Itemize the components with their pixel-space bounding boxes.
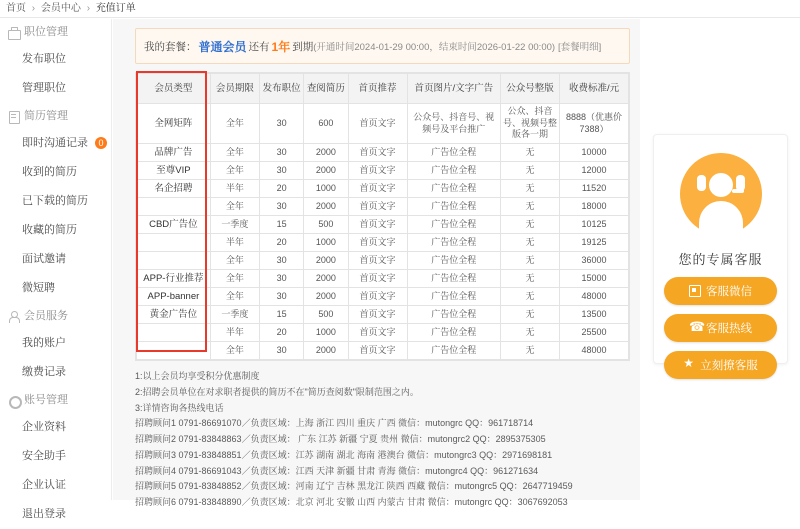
sidebar-item-label: 发布职位 bbox=[22, 53, 66, 65]
note-line: 招聘顾问6 0791-83848890／负责区域：北京 河北 安徽 山西 内蒙古 甘肃 微信：mutongrc QQ：3067692053 bbox=[135, 497, 568, 508]
cell-jobs: 15 bbox=[259, 306, 303, 324]
cell-category: APP-行业推荐 bbox=[137, 270, 211, 288]
note-line: 招聘顾问1 0791-86691070／负责区域：上海 浙江 四川 重庆 广西 微信：mutongrc QQ：961718714 bbox=[135, 418, 534, 429]
cell-price: 48000 bbox=[560, 342, 629, 360]
cell-recommend: 首页文字 bbox=[348, 252, 407, 270]
cell-category: 全网矩阵 bbox=[137, 104, 211, 144]
sidebar-item-logout[interactable] bbox=[0, 500, 111, 529]
cell-period: 全年 bbox=[210, 270, 259, 288]
cell-period: 一季度 bbox=[210, 306, 259, 324]
cell-ads: 广告位全程 bbox=[407, 342, 500, 360]
gear-icon bbox=[8, 395, 19, 406]
cell-ads: 广告位全程 bbox=[407, 180, 500, 198]
cell-ads: 广告位全程 bbox=[407, 216, 500, 234]
plan-name: 普通会员 bbox=[198, 39, 247, 54]
table-row bbox=[137, 288, 629, 306]
sidebar-group-label-jobs: 职位管理 bbox=[24, 26, 68, 38]
avatar-head bbox=[709, 173, 733, 197]
plan-prefix-label: 我的套餐： bbox=[144, 40, 197, 53]
cell-price: 13500 bbox=[560, 306, 629, 324]
col-view-resumes: 查阅简历 bbox=[304, 74, 348, 104]
notes-block bbox=[135, 369, 630, 511]
cell-period: 全年 bbox=[210, 144, 259, 162]
cell-price: 36000 bbox=[560, 252, 629, 270]
cell-jobs: 30 bbox=[259, 104, 303, 144]
table-row bbox=[137, 270, 629, 288]
headset-mic bbox=[732, 189, 744, 193]
cell-period: 全年 bbox=[210, 162, 259, 180]
cell-resumes: 1000 bbox=[304, 324, 348, 342]
table-row bbox=[137, 104, 629, 144]
cell-ads: 广告位全程 bbox=[407, 162, 500, 180]
pricing-table-wrap bbox=[135, 72, 630, 361]
cell-price: 48000 bbox=[560, 288, 629, 306]
wechat-service-button[interactable] bbox=[664, 277, 777, 305]
cell-recommend: 首页文字 bbox=[348, 180, 407, 198]
sidebar-item-company-profile[interactable] bbox=[0, 413, 111, 442]
cell-category: 品牌广告 bbox=[137, 144, 211, 162]
main-content bbox=[113, 19, 640, 508]
cell-recommend: 首页文字 bbox=[348, 216, 407, 234]
hotline-button[interactable] bbox=[664, 314, 777, 342]
breadcrumb bbox=[0, 0, 800, 18]
cell-ads: 广告位全程 bbox=[407, 252, 500, 270]
cell-wechat: 无 bbox=[501, 144, 560, 162]
cell-wechat: 无 bbox=[501, 306, 560, 324]
table-row bbox=[137, 234, 629, 252]
sidebar-item-downloaded-resumes[interactable] bbox=[0, 187, 111, 216]
sidebar-item-label: 安全助手 bbox=[22, 450, 66, 462]
sidebar-item-label: 我的账户 bbox=[22, 337, 66, 349]
sidebar-group-jobs bbox=[0, 19, 111, 45]
plan-still-label: 还有 bbox=[248, 40, 270, 53]
note-line: 招聘顾问4 0791-86691043／负责区域：江西 天津 新疆 甘肃 青海 微信：mutongrc4 QQ：961271634 bbox=[135, 465, 539, 476]
cell-jobs: 15 bbox=[259, 216, 303, 234]
sidebar-group-resumes bbox=[0, 103, 111, 129]
breadcrumb-item-home[interactable]: 首页 bbox=[6, 3, 26, 14]
cell-price: 8888（优惠价7388） bbox=[560, 104, 629, 144]
cell-ads: 广告位全程 bbox=[407, 198, 500, 216]
cell-period: 半年 bbox=[210, 180, 259, 198]
plan-detail-link[interactable]: [套餐明细] bbox=[558, 42, 602, 53]
sidebar-item-post-job[interactable] bbox=[0, 45, 111, 74]
cell-wechat: 无 bbox=[501, 252, 560, 270]
table-row bbox=[137, 324, 629, 342]
col-wechat-full: 公众号整版 bbox=[501, 74, 560, 104]
sidebar-item-label: 企业资料 bbox=[22, 421, 66, 433]
sidebar-group-account bbox=[0, 387, 111, 413]
breadcrumb-separator-2: › bbox=[86, 3, 91, 14]
cell-price: 15000 bbox=[560, 270, 629, 288]
cell-recommend: 首页文字 bbox=[348, 288, 407, 306]
chat-service-button[interactable] bbox=[664, 351, 777, 379]
status-badge: 0 bbox=[95, 137, 107, 149]
cell-wechat: 无 bbox=[501, 198, 560, 216]
cell-resumes: 2000 bbox=[304, 288, 348, 306]
cell-recommend: 首页文字 bbox=[348, 104, 407, 144]
sidebar-item-micro-hire[interactable] bbox=[0, 274, 111, 303]
sidebar-item-label: 微短聘 bbox=[22, 282, 55, 294]
sidebar-item-label: 即时沟通记录 bbox=[22, 137, 88, 149]
service-title: 您的专属客服 bbox=[678, 252, 763, 267]
document-icon bbox=[8, 111, 19, 122]
cell-period: 一季度 bbox=[210, 216, 259, 234]
sidebar-item-label: 企业认证 bbox=[22, 479, 66, 491]
cell-recommend: 首页文字 bbox=[348, 198, 407, 216]
note-line: 2:招聘会员单位在对求职者提供的简历不在"简历查阅数"限制范围之内。 bbox=[135, 386, 419, 397]
cell-jobs: 30 bbox=[259, 162, 303, 180]
cell-category: 名企招聘 bbox=[137, 180, 211, 198]
cell-resumes: 2000 bbox=[304, 162, 348, 180]
qr-code-icon bbox=[689, 285, 701, 297]
cell-ads: 广告位全程 bbox=[407, 270, 500, 288]
sidebar-item-my-account[interactable] bbox=[0, 329, 111, 358]
cell-jobs: 30 bbox=[259, 288, 303, 306]
headset-ear-left bbox=[697, 175, 706, 191]
cell-ads: 广告位全程 bbox=[407, 288, 500, 306]
sidebar-item-security-assistant[interactable] bbox=[0, 442, 111, 471]
sidebar bbox=[0, 19, 112, 520]
pricing-table-body bbox=[137, 104, 629, 360]
cell-price: 10125 bbox=[560, 216, 629, 234]
cell-recommend: 首页文字 bbox=[348, 144, 407, 162]
cell-ads: 广告位全程 bbox=[407, 144, 500, 162]
table-row bbox=[137, 180, 629, 198]
cell-jobs: 30 bbox=[259, 342, 303, 360]
service-buttons bbox=[654, 277, 787, 379]
cell-jobs: 20 bbox=[259, 180, 303, 198]
cell-period: 全年 bbox=[210, 252, 259, 270]
cell-resumes: 1000 bbox=[304, 234, 348, 252]
cell-price: 11520 bbox=[560, 180, 629, 198]
cell-period: 半年 bbox=[210, 324, 259, 342]
chat-service-label: 立刻撩客服 bbox=[700, 360, 758, 372]
cell-recommend: 首页文字 bbox=[348, 234, 407, 252]
cell-jobs: 30 bbox=[259, 198, 303, 216]
cell-price: 18000 bbox=[560, 198, 629, 216]
note-line: 招聘顾问3 0791-83848851／负责区域：江苏 湖南 湖北 海南 港澳台 微信：mutongrc3 QQ：2971698181 bbox=[135, 449, 553, 460]
customer-service-avatar-icon bbox=[680, 153, 762, 235]
note-line: 3:详情咨询各热线电话 bbox=[135, 402, 224, 413]
cell-ads: 广告位全程 bbox=[407, 324, 500, 342]
cell-resumes: 500 bbox=[304, 306, 348, 324]
avatar-body bbox=[699, 201, 743, 235]
sidebar-item-label: 收到的简历 bbox=[22, 166, 77, 178]
cell-period: 全年 bbox=[210, 288, 259, 306]
sidebar-group-label-account: 账号管理 bbox=[24, 394, 68, 406]
cell-ads: 公众号、抖音号、视频号及平台推广 bbox=[407, 104, 500, 144]
cell-ads: 广告位全程 bbox=[407, 234, 500, 252]
sidebar-item-company-verification[interactable] bbox=[0, 471, 111, 500]
sidebar-item-manage-jobs[interactable] bbox=[0, 74, 111, 103]
cell-category: 黄金广告位 bbox=[137, 306, 211, 324]
col-member-type: 会员类型 bbox=[137, 74, 211, 104]
cell-period: 全年 bbox=[210, 198, 259, 216]
cell-period: 全年 bbox=[210, 342, 259, 360]
sidebar-item-received-resumes[interactable] bbox=[0, 158, 111, 187]
cell-wechat: 公众、抖音号、视频号整版各一期 bbox=[501, 104, 560, 144]
cell-period: 全年 bbox=[210, 104, 259, 144]
note-line: 招聘顾问5 0791-83848852／负责区域：河南 辽宁 吉林 黑龙江 陕西 西藏 微信：mutongrc5 QQ：2647719459 bbox=[135, 481, 573, 492]
sidebar-item-chat-records[interactable] bbox=[0, 129, 111, 158]
cell-resumes: 1000 bbox=[304, 180, 348, 198]
wechat-service-label: 客服微信 bbox=[706, 286, 752, 298]
cell-resumes: 600 bbox=[304, 104, 348, 144]
cell-category: 至尊VIP bbox=[137, 162, 211, 180]
sidebar-item-payment-records[interactable] bbox=[0, 358, 111, 387]
table-row bbox=[137, 162, 629, 180]
sidebar-item-label: 收藏的简历 bbox=[22, 224, 77, 236]
cell-wechat: 无 bbox=[501, 270, 560, 288]
table-row bbox=[137, 144, 629, 162]
cell-price: 12000 bbox=[560, 162, 629, 180]
table-row bbox=[137, 198, 629, 216]
hotline-label: 客服热线 bbox=[706, 323, 752, 335]
table-row bbox=[137, 342, 629, 360]
cell-jobs: 20 bbox=[259, 324, 303, 342]
table-row bbox=[137, 306, 629, 324]
service-card bbox=[653, 134, 788, 372]
cell-jobs: 30 bbox=[259, 270, 303, 288]
cell-category: CBD广告位 bbox=[137, 216, 211, 234]
pricing-table bbox=[136, 73, 629, 360]
cell-wechat: 无 bbox=[501, 216, 560, 234]
table-row bbox=[137, 216, 629, 234]
sidebar-group-label-member: 会员服务 bbox=[24, 310, 68, 322]
cell-wechat: 无 bbox=[501, 288, 560, 306]
cell-recommend: 首页文字 bbox=[348, 306, 407, 324]
cell-resumes: 2000 bbox=[304, 198, 348, 216]
star-icon bbox=[683, 359, 695, 371]
cell-resumes: 2000 bbox=[304, 252, 348, 270]
cell-category bbox=[137, 342, 211, 360]
cell-recommend: 首页文字 bbox=[348, 270, 407, 288]
cell-wechat: 无 bbox=[501, 162, 560, 180]
sidebar-item-label: 管理职位 bbox=[22, 82, 66, 94]
plan-expire-label: 到期 bbox=[292, 40, 314, 53]
breadcrumb-item-member-center[interactable]: 会员中心 bbox=[40, 3, 81, 14]
bag-icon bbox=[8, 27, 19, 38]
note-line: 1:以上会员均享受积分优惠制度 bbox=[135, 371, 260, 382]
sidebar-item-favorite-resumes[interactable] bbox=[0, 216, 111, 245]
sidebar-group-member-service bbox=[0, 303, 111, 329]
sidebar-item-label: 面试邀请 bbox=[22, 253, 66, 265]
plan-remaining: 1年 bbox=[271, 39, 291, 54]
service-panel bbox=[641, 19, 800, 500]
phone-icon bbox=[689, 322, 701, 334]
cell-resumes: 2000 bbox=[304, 270, 348, 288]
col-home-ads: 首页图片/文字广告 bbox=[407, 74, 500, 104]
user-icon bbox=[8, 311, 19, 322]
breadcrumb-separator: › bbox=[31, 3, 36, 14]
cell-wechat: 无 bbox=[501, 180, 560, 198]
cell-resumes: 2000 bbox=[304, 342, 348, 360]
breadcrumb-item-current: 充值订单 bbox=[95, 3, 136, 14]
cell-category bbox=[137, 198, 211, 216]
cell-resumes: 500 bbox=[304, 216, 348, 234]
table-row bbox=[137, 252, 629, 270]
cell-ads: 广告位全程 bbox=[407, 306, 500, 324]
cell-recommend: 首页文字 bbox=[348, 162, 407, 180]
sidebar-item-label: 退出登录 bbox=[22, 508, 66, 520]
cell-price: 25500 bbox=[560, 324, 629, 342]
cell-jobs: 30 bbox=[259, 252, 303, 270]
sidebar-item-interview-invites[interactable] bbox=[0, 245, 111, 274]
cell-category bbox=[137, 234, 211, 252]
cell-resumes: 2000 bbox=[304, 144, 348, 162]
table-header-row bbox=[137, 74, 629, 104]
col-price: 收费标准/元 bbox=[560, 74, 629, 104]
cell-category bbox=[137, 324, 211, 342]
cell-recommend: 首页文字 bbox=[348, 342, 407, 360]
cell-category bbox=[137, 252, 211, 270]
plan-dates: (开通时间2024-01-29 00:00，结束时间2026-01-22 00:00) bbox=[313, 42, 556, 53]
cell-price: 19125 bbox=[560, 234, 629, 252]
sidebar-item-label: 已下载的简历 bbox=[22, 195, 88, 207]
plan-summary-bar bbox=[135, 28, 630, 64]
col-member-period: 会员期限 bbox=[210, 74, 259, 104]
cell-jobs: 20 bbox=[259, 234, 303, 252]
cell-period: 半年 bbox=[210, 234, 259, 252]
cell-recommend: 首页文字 bbox=[348, 324, 407, 342]
cell-wechat: 无 bbox=[501, 324, 560, 342]
col-post-jobs: 发布职位 bbox=[259, 74, 303, 104]
cell-wechat: 无 bbox=[501, 234, 560, 252]
cell-wechat: 无 bbox=[501, 342, 560, 360]
cell-category: APP-banner bbox=[137, 288, 211, 306]
col-home-recommend: 首页推荐 bbox=[348, 74, 407, 104]
cell-price: 10000 bbox=[560, 144, 629, 162]
sidebar-item-label: 缴费记录 bbox=[22, 366, 66, 378]
sidebar-group-label-resumes: 简历管理 bbox=[24, 110, 68, 122]
cell-jobs: 30 bbox=[259, 144, 303, 162]
note-line: 招聘顾问2 0791-83848863／负责区域： 广东 江苏 新疆 宁夏 贵州 微信：mutongrc2 QQ：2895375305 bbox=[135, 434, 546, 445]
